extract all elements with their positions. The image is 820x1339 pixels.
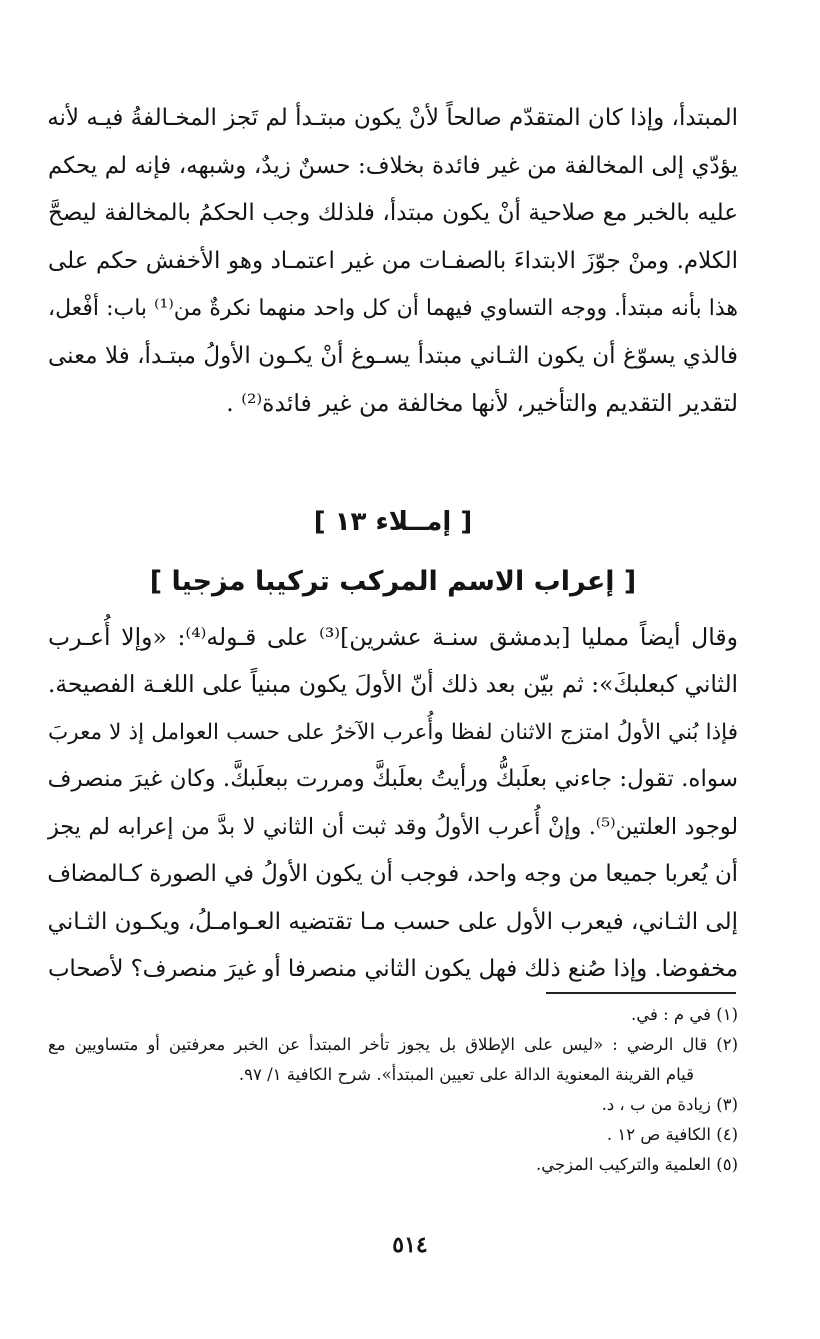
text-line: الثاني كبعلبكَ»: ثم بيّن بعد ذلك أنّ الأولَ يكون مبنياً على اللغـة الفصيحة. — [48, 671, 738, 698]
footnote-line: (٣) زيادة من ب ، د. — [601, 1095, 738, 1114]
text-line: المبتدأ، وإذا كان المتقدّم صالحاً لأنْ يكون مبتـدأ لم تَجز المخـالفةُ فيـه لأنه — [47, 105, 738, 131]
footnote-1 — [48, 1000, 738, 1030]
page-number: ٥١٤ — [392, 1232, 428, 1258]
text-line: الكلام. ومنْ جوّزَ الابتداءَ بالصفـات من غير اعتمـاد وهو الأخفش حكم على — [48, 247, 738, 274]
footnote-line: قيام القرينة المعنوية الدالة على تعيين المبتدأ». شرح الكافية ١/ ٩٧. — [238, 1065, 694, 1084]
footnote-line: (٤) الكافية ص ١٢ . — [606, 1125, 738, 1144]
text-line: فإذا بُني الأولُ امتزج الاثنان لفظا وأُعرب الآخرُ على حسب العوامل إذ لا معربَ — [48, 719, 738, 745]
text-line: مخفوضا. وإذا صُنع ذلك فهل يكون الثاني منصرفا أو غيرَ منصرف؟ لأصحاب — [48, 956, 738, 982]
text-line: يؤدّي إلى المخالفة من غير فائدة بخلاف: حسنٌ زيدٌ، وشبهه، فإنه لم يحكم — [48, 152, 738, 179]
page-body — [48, 95, 738, 994]
text-line: عليه بالخبر مع صلاحية أنْ يكون مبتدأ، فلذلك وجب الحكمُ بالمخالفة ليصحَّ — [48, 200, 738, 226]
paragraph-2 — [48, 614, 738, 994]
footnotes — [48, 1000, 738, 1180]
footnote-line: (٥) العلمية والتركيب المزجي. — [535, 1155, 738, 1174]
text-line: هذا بأنه مبتدأ. ووجه التساوي فيهما أن كل واحد منهما نكرةٌ من⁽¹⁾ باب: أفْعل، — [48, 296, 739, 321]
text-line: لتقدير التقديم والتأخير، لأنها مخالفة من غير فائدة⁽²⁾ . — [226, 389, 738, 417]
footnote-5 — [48, 1150, 738, 1180]
text-line: فالذي يسوّغ أن يكون الثـاني مبتدأ يسـوغ أنْ يكـون الأولُ مبتـدأ، فلا معنى — [48, 342, 738, 369]
text-line: لوجود العلتين⁽⁵⁾. وإنْ أُعرب الأولُ وقد ثبت أن الثاني لا بدَّ من إعرابه لم يجز — [48, 813, 738, 840]
paragraph-1 — [48, 95, 738, 428]
footnote-2 — [48, 1030, 738, 1090]
footnote-line: (٢) قال الرضي : «ليس على الإطلاق بل يجوز تأخر المبتدأ عن الخبر معرفتين أو متساويين مع — [48, 1035, 738, 1054]
footnote-3 — [48, 1090, 738, 1120]
section-title-heading: [ إعراب الاسم المركب تركيبا مزجيا ] — [149, 565, 637, 597]
section-number-heading: [ إمــلاء ١٣ ] — [313, 506, 473, 537]
text-line: أن يُعربا جميعا من وجه واحد، فوجب أن يكون الأولُ في الصورة كـالمضاف — [47, 861, 738, 887]
text-line: سواه. تقول: جاءني بعلَبكُّ ورأيتُ بعلَبكَّ ومررت ببعلَبكَّ. وكان غيرَ منصرف — [47, 766, 738, 792]
footnote-divider — [546, 992, 736, 994]
footnote-4 — [48, 1120, 738, 1150]
footnote-line: (١) في م : في. — [630, 1005, 738, 1024]
text-line: إلى الثـاني، فيعرب الأول على حسب مـا تقتضيه العـوامـلُ، ويكـون الثـاني — [47, 908, 738, 935]
text-line: وقال أيضاً ممليا [بدمشق سنـة عشرين]⁽³⁾ على قـوله⁽⁴⁾: «وإلا أُعـرب — [48, 622, 738, 651]
